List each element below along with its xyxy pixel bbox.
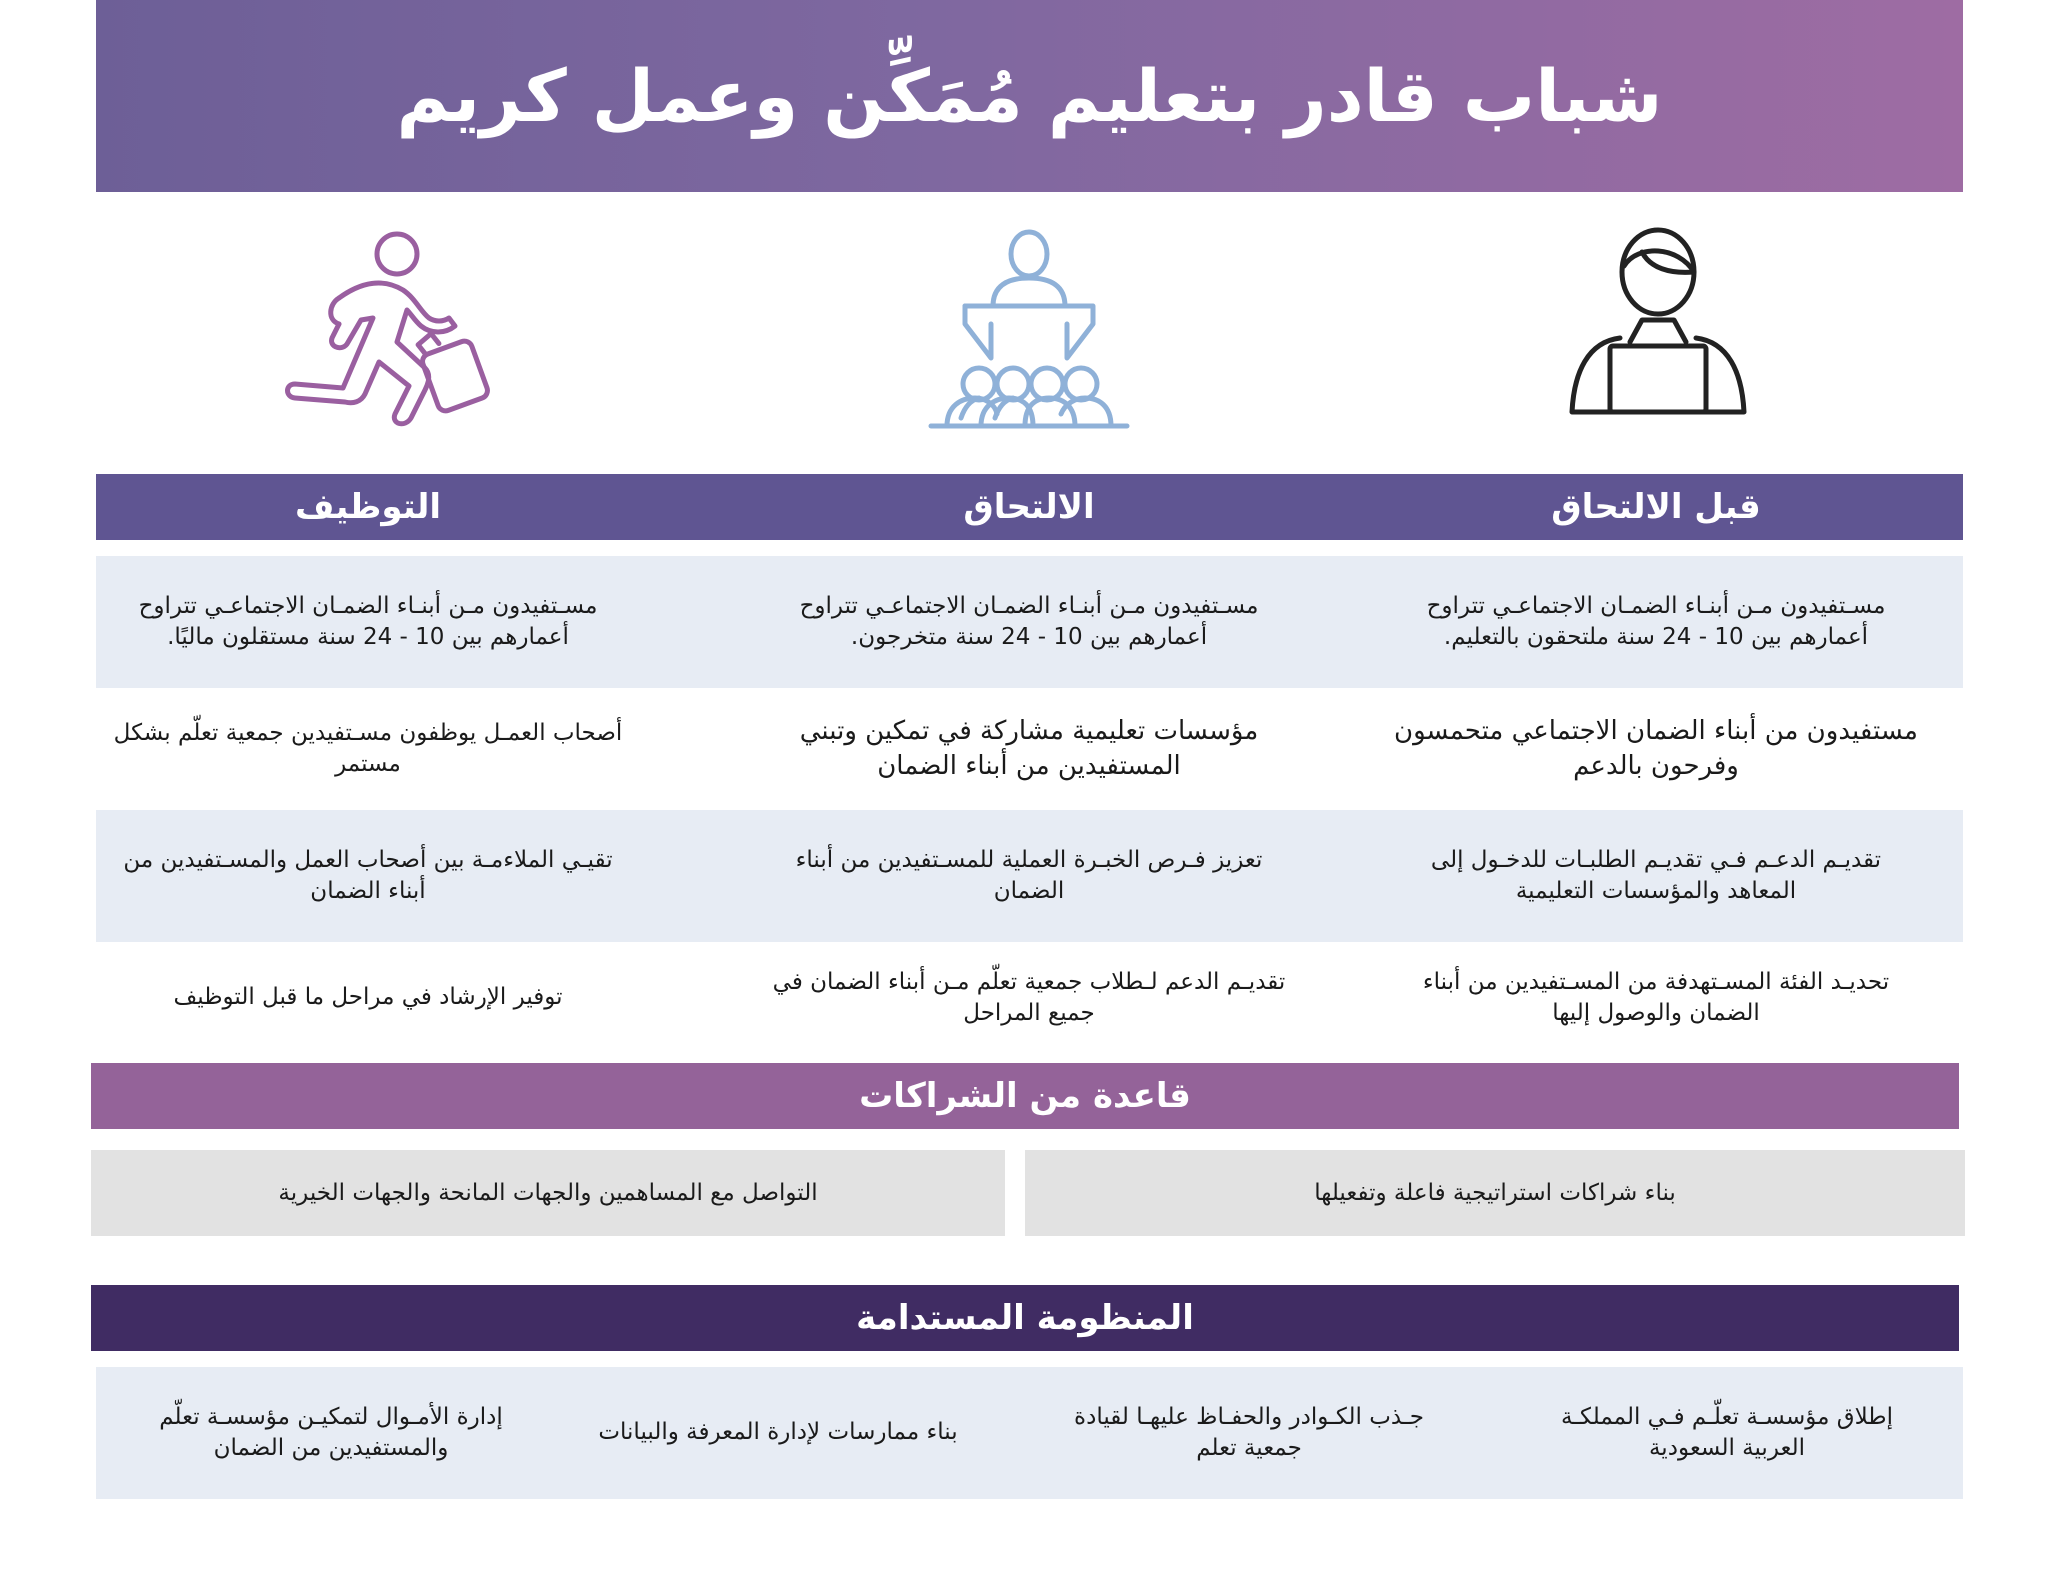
list-item: تقديـم الدعم لـطلاب جمعية تعلّم مـن أبناء الضمان في جميع المراحل xyxy=(772,968,1286,1026)
list-item: مستفيدون من أبناء الضمان الاجتماعي متحمسون وفرحون بالدعم xyxy=(1394,715,1918,781)
partnership-item: التواصل مع المساهمين والجهات المانحة والجهات الخيرية xyxy=(91,1150,1005,1236)
page-title: شباب قادر بتعليم مُمَكِّن وعمل كريم xyxy=(396,53,1663,138)
sustainable-item: إدارة الأمـوال لتمكيـن مؤسسـة تعلّم والمستفيدين من الضمان xyxy=(159,1403,503,1461)
person-at-laptop-icon xyxy=(1538,222,1778,432)
header-before-enrollment: قبل الالتحاق xyxy=(1551,487,1761,527)
sustainable-item: جـذب الكـوادر والحفـاظ عليهـا لقيادة جمعية تعلم xyxy=(1074,1403,1424,1461)
sustainable-system-header: المنظومة المستدامة xyxy=(91,1285,1959,1351)
header-employment: التوظيف xyxy=(295,487,442,527)
speaker-podium-audience-icon xyxy=(909,222,1149,432)
list-item: تعزيز فـرص الخبـرة العملية للمسـتفيدين من أبناء الضمان xyxy=(795,846,1263,904)
header-enrollment: الالتحاق xyxy=(963,487,1095,527)
sustainable-item: إطلاق مؤسسـة تعلّـم فـي المملكـة العربية السعودية xyxy=(1560,1403,1893,1461)
list-item: تحديـد الفئة المسـتهدفة من المسـتفيدين من أبناء الضمان والوصول إليها xyxy=(1422,968,1890,1026)
sustainable-item: بناء ممارسات لإدارة المعرفة والبيانات xyxy=(598,1419,958,1446)
list-item: تقديـم الدعـم فـي تقديـم الطلبـات للدخـول إلى المعاهد والمؤسسات التعليمية xyxy=(1430,846,1882,904)
list-item: توفير الإرشاد في مراحل ما قبل التوظيف xyxy=(173,984,563,1011)
list-item: تقيـي الملاءمـة بين أصحاب العمل والمسـتفيدين من أبناء الضمان xyxy=(123,846,613,904)
partnership-item: بناء شراكات استراتيجية فاعلة وتفعيلها xyxy=(1025,1150,1965,1236)
title-banner xyxy=(96,0,1963,192)
list-item: مسـتفيدون مـن أبنـاء الضمـان الاجتماعـي تتراوح أعمارهم بين 10 - 24 سنة ملتحقون بالتعليم. xyxy=(1426,592,1886,650)
list-item: مؤسسات تعليمية مشاركة في تمكين وتبني المستفيدين من أبناء الضمان xyxy=(799,715,1259,781)
list-item: مسـتفيدون مـن أبنـاء الضمـان الاجتماعـي تتراوح أعمارهم بين 10 - 24 سنة مستقلون ماليًا. xyxy=(138,592,598,650)
running-person-briefcase-icon xyxy=(265,222,505,432)
list-item: مسـتفيدون مـن أبنـاء الضمـان الاجتماعـي تتراوح أعمارهم بين 10 - 24 سنة متخرجون. xyxy=(799,592,1259,650)
partnerships-header: قاعدة من الشراكات xyxy=(91,1063,1959,1129)
list-item: أصحاب العمـل يوظفون مسـتفيدين جمعية تعلّم بشكل مستمر xyxy=(113,719,623,777)
